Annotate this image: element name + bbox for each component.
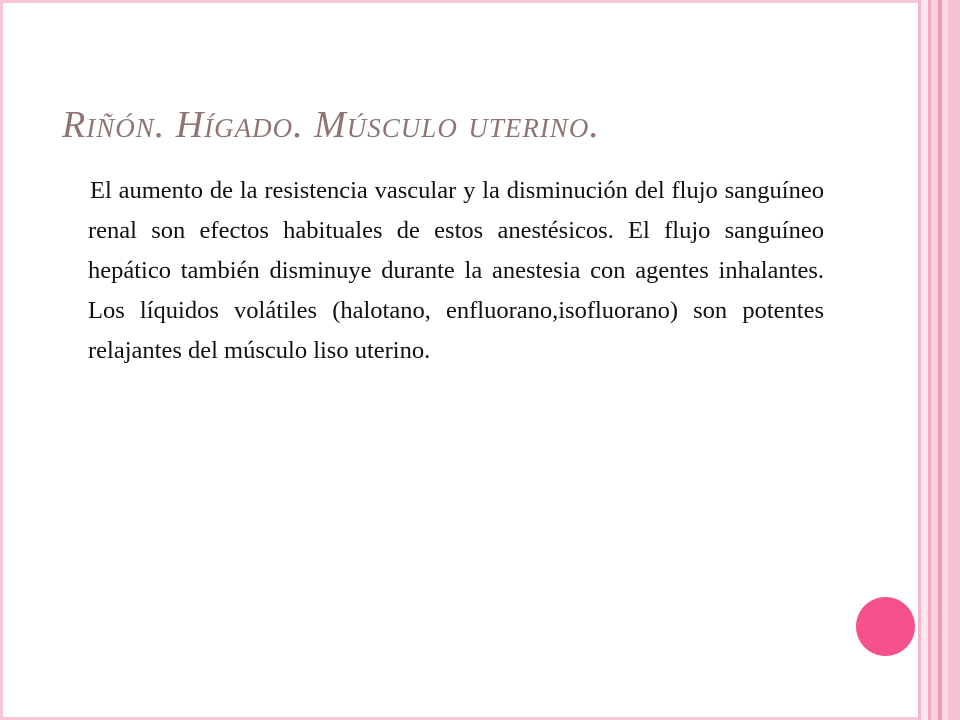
slide-title: Riñón. Hígado. Músculo uterino. xyxy=(62,104,600,146)
slide-body-text: El aumento de la resistencia vascular y la disminución del flujo sanguíneo renal son efectos habituales de estos anestésicos. El flujo sanguíneo hepático también disminuye durante la anestesia con agentes inhalantes. Los líquidos volátiles (halotano, enfluorano,isofluorano) son potentes relajantes del músculo liso uterino. xyxy=(88,177,824,364)
decorative-stripe xyxy=(948,0,960,720)
accent-circle-icon xyxy=(856,597,915,656)
slide-border-top xyxy=(0,0,920,3)
decorative-stripe xyxy=(931,0,938,720)
slide-border-left xyxy=(0,0,3,720)
decorative-stripe xyxy=(921,0,928,720)
